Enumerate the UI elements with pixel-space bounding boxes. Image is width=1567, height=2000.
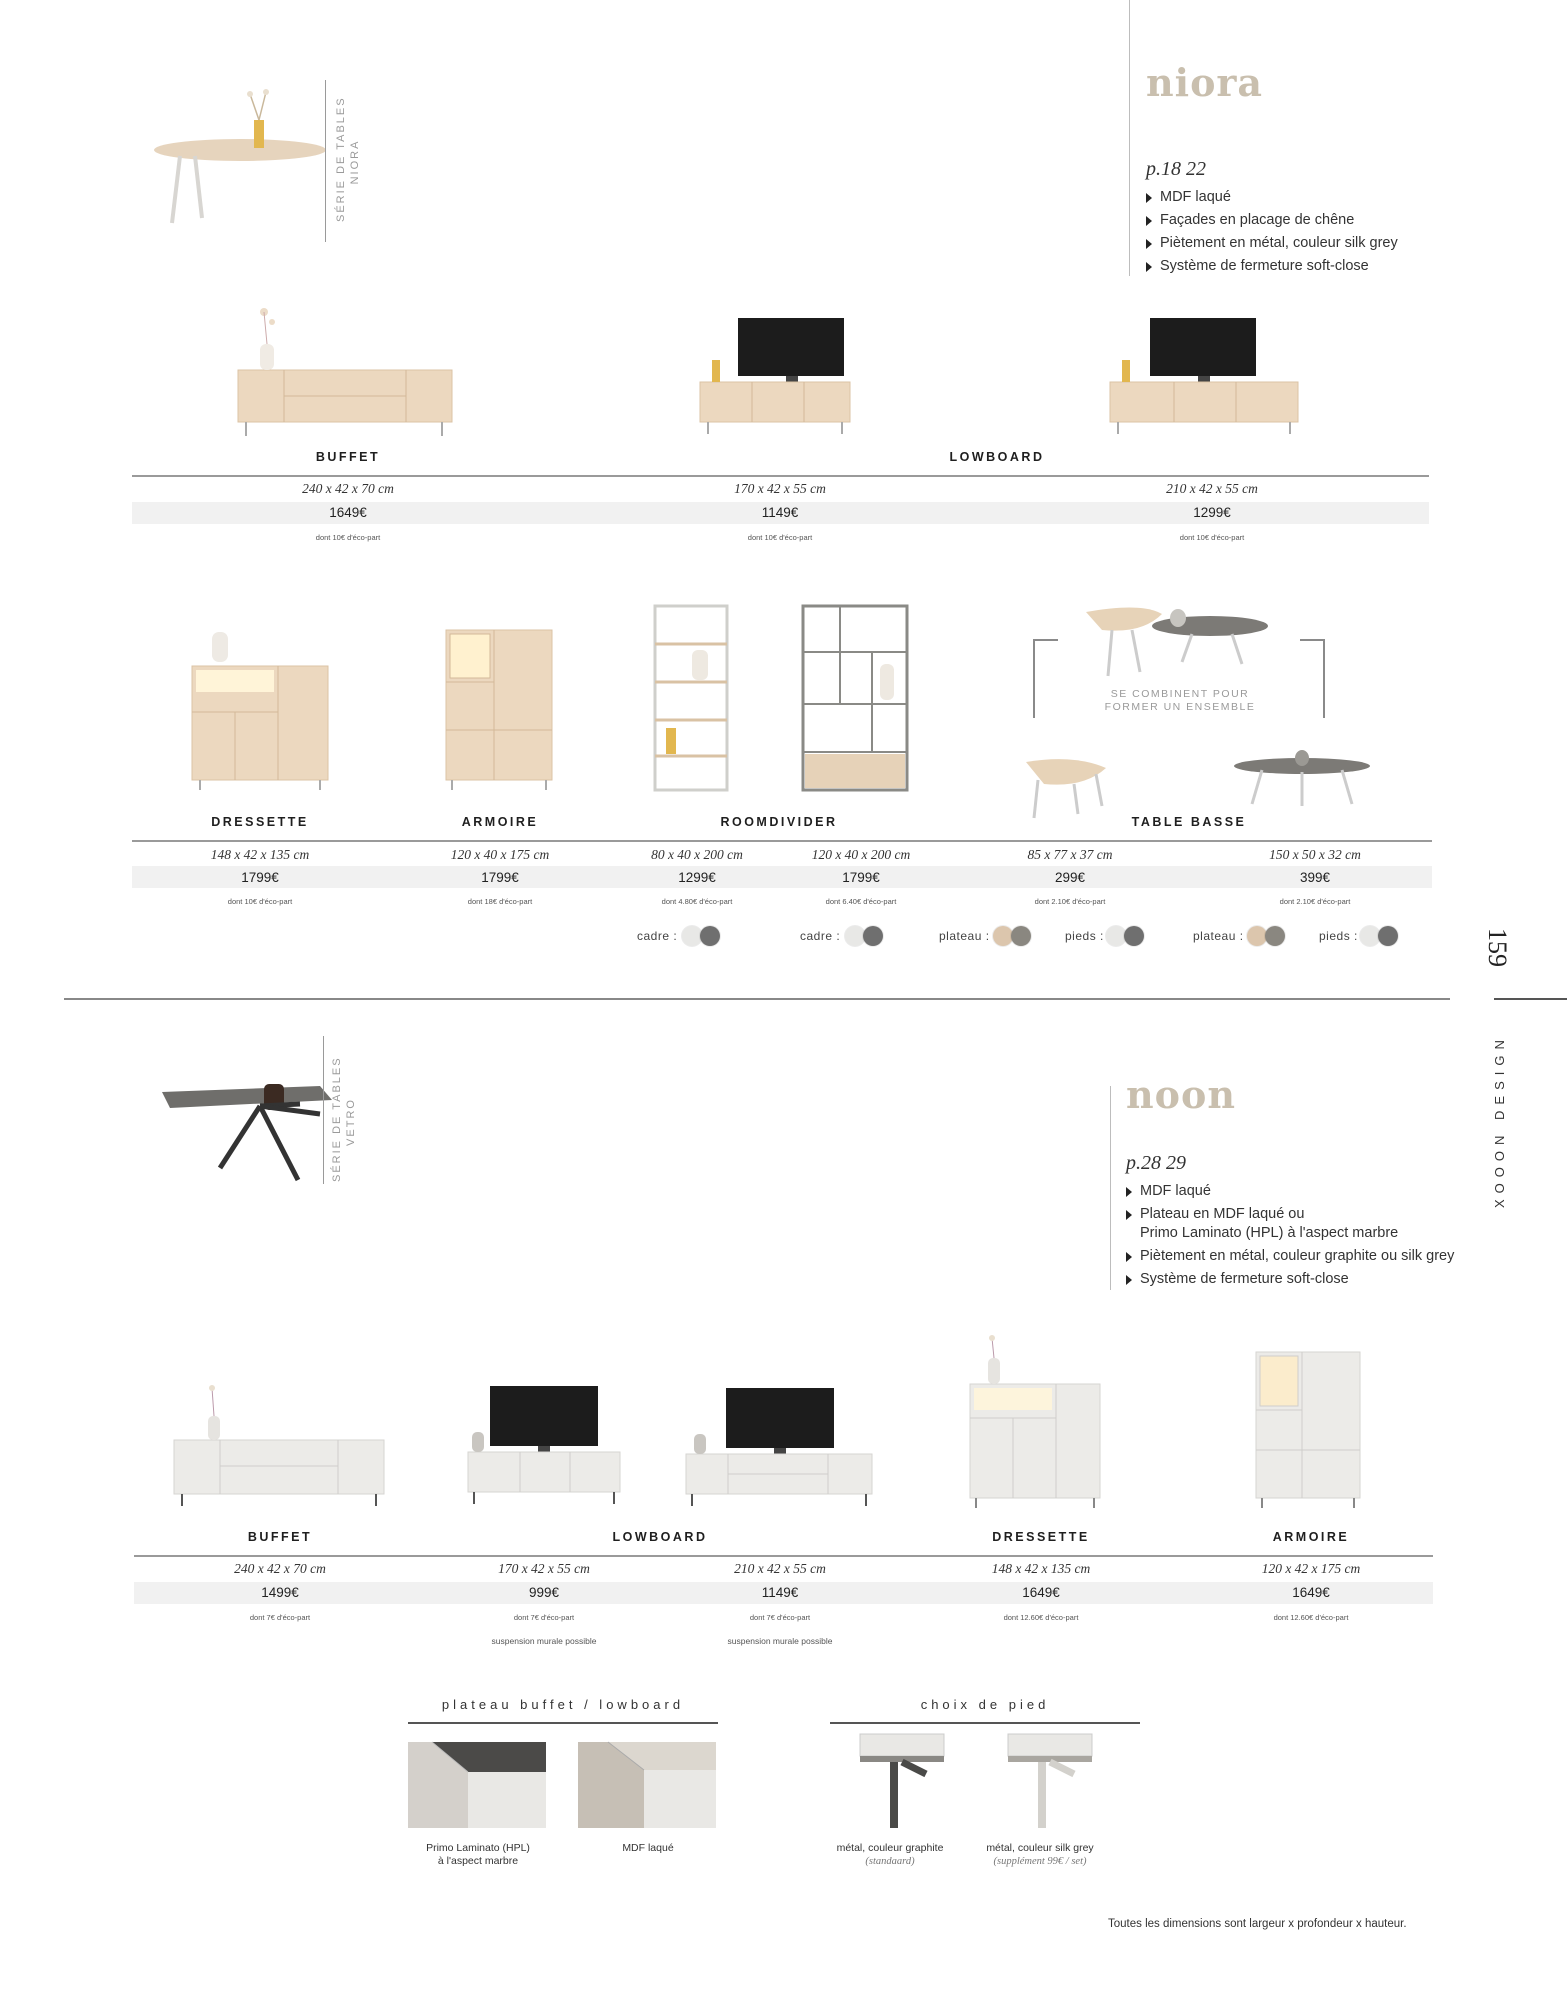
item-eco-part: dont 10€ d'éco-part: [227, 897, 293, 906]
plateau-hpl-image: [408, 1742, 548, 1828]
niora-armoire-image: [442, 626, 558, 792]
item-eco-part: dont 18€ d'éco-part: [467, 897, 533, 906]
swatch-color: [1124, 926, 1144, 946]
swatch-color: [863, 926, 883, 946]
item-eco-part: dont 10€ d'éco-part: [315, 533, 381, 542]
swatch-color: [1360, 926, 1380, 946]
swatch-color: [682, 926, 702, 946]
niora-dressette-image: [188, 624, 338, 792]
category-table-basse: TABLE BASSE: [1131, 815, 1247, 829]
niora-header-rule: [1129, 0, 1130, 276]
item-dimensions: 120 x 42 x 175 cm: [1261, 1561, 1361, 1576]
niora-table-image: [150, 88, 330, 228]
item-price: 1299€: [678, 870, 716, 885]
swatch-color: [1265, 926, 1285, 946]
noon-armoire-image: [1252, 1350, 1364, 1510]
item-dimensions: 170 x 42 x 55 cm: [498, 1561, 590, 1576]
pied-silkgrey-image: [1000, 1732, 1096, 1832]
item-dimensions: 148 x 42 x 135 cm: [210, 847, 310, 862]
footer-note: Toutes les dimensions sont largeur x profondeur x hauteur.: [1108, 1918, 1407, 1930]
item-price: 1499€: [261, 1585, 299, 1600]
noon-buffet-image: [172, 1382, 388, 1512]
feature-item: Façades en placage de chêne: [1146, 209, 1446, 232]
niora-series-rule: [325, 80, 326, 242]
item-eco-part: dont 7€ d'éco-part: [749, 1613, 811, 1622]
pieds-rule: [830, 1722, 1140, 1724]
item-price: 1149€: [761, 1585, 799, 1600]
noon-lowboard-210-image: [684, 1386, 874, 1516]
table-basse-large-image: [1232, 750, 1372, 810]
item-note: suspension murale possible: [727, 1636, 833, 1646]
swatch-label: plateau :: [1193, 929, 1244, 943]
item-price: 1799€: [481, 870, 519, 885]
swatch-label: plateau :: [939, 929, 990, 943]
pieds-title: choix de pied: [920, 1697, 1050, 1712]
item-eco-part: dont 4.80€ d'éco-part: [661, 897, 733, 906]
item-dimensions: 120 x 40 x 175 cm: [450, 847, 550, 862]
item-eco-part: dont 7€ d'éco-part: [249, 1613, 311, 1622]
section-divider: [64, 998, 1450, 1000]
item-price: 999€: [528, 1585, 560, 1600]
feature-item: MDF laqué: [1126, 1180, 1486, 1203]
feature-item: Système de fermeture soft-close: [1146, 255, 1446, 278]
item-price: 1799€: [842, 870, 880, 885]
plateau-hpl-caption: Primo Laminato (HPL) à l'aspect marbre: [426, 1842, 530, 1867]
category-lowboard: LOWBOARD: [612, 1530, 708, 1544]
category-dressette: DRESSETTE: [211, 815, 309, 829]
item-eco-part: dont 10€ d'éco-part: [1179, 533, 1245, 542]
item-dimensions: 240 x 42 x 70 cm: [234, 1561, 326, 1576]
vetro-table-image: [160, 1064, 340, 1194]
niora-features: [1146, 186, 1446, 278]
swatch-color: [1247, 926, 1267, 946]
swatch-color: [845, 926, 865, 946]
item-dimensions: 150 x 50 x 32 cm: [1269, 847, 1361, 862]
brand-vertical: XOOON DESIGN: [1492, 1034, 1507, 1208]
niora-buffet-image: [236, 302, 456, 442]
category-armoire: ARMOIRE: [461, 815, 539, 829]
niora-row2-rule: [132, 840, 1432, 842]
pied-graphite-image: [852, 1732, 948, 1832]
item-dimensions: 210 x 42 x 55 cm: [1166, 481, 1258, 496]
noon-lowboard-170-image: [466, 1384, 626, 1514]
plateau-rule: [408, 1722, 718, 1724]
category-lowboard: LOWBOARD: [949, 450, 1045, 464]
vetro-series-rule: [323, 1036, 324, 1184]
feature-item: Piètement en métal, couleur silk grey: [1146, 232, 1446, 255]
swatch-label: pieds :: [1065, 929, 1104, 943]
item-price: 299€: [1054, 870, 1086, 885]
item-eco-part: dont 12.60€ d'éco-part: [1003, 1613, 1079, 1622]
noon-features: [1126, 1180, 1486, 1291]
plateau-mdf-caption: MDF laqué: [622, 1842, 674, 1854]
table-basse-small-image: [1024, 754, 1110, 820]
category-dressette: DRESSETTE: [992, 1530, 1090, 1544]
page-number: 159: [1483, 928, 1512, 967]
category-buffet: BUFFET: [247, 1530, 313, 1544]
combine-bracket-left: [1032, 638, 1062, 720]
category-buffet: BUFFET: [315, 450, 381, 464]
item-eco-part: dont 2.10€ d'éco-part: [1279, 897, 1351, 906]
item-dimensions: 80 x 40 x 200 cm: [651, 847, 743, 862]
item-eco-part: dont 2.10€ d'éco-part: [1034, 897, 1106, 906]
swatch-label: pieds :: [1319, 929, 1358, 943]
noon-rule: [134, 1555, 1433, 1557]
feature-item: Primo Laminato (HPL) à l'aspect marbre: [1140, 1225, 1399, 1241]
swatch-color: [1378, 926, 1398, 946]
feature-item: MDF laqué: [1146, 186, 1446, 209]
item-note: suspension murale possible: [491, 1636, 597, 1646]
item-eco-part: dont 12.60€ d'éco-part: [1273, 1613, 1349, 1622]
item-dimensions: 148 x 42 x 135 cm: [991, 1561, 1091, 1576]
category-armoire: ARMOIRE: [1272, 1530, 1350, 1544]
swatch-color: [1106, 926, 1126, 946]
item-price: 1649€: [329, 505, 367, 520]
side-divider: [1494, 998, 1567, 1000]
noon-title: noon: [1126, 1072, 1236, 1117]
item-dimensions: 170 x 42 x 55 cm: [734, 481, 826, 496]
swatch-color: [1011, 926, 1031, 946]
swatch-color: [700, 926, 720, 946]
item-price: 1149€: [761, 505, 799, 520]
swatch-label: cadre :: [800, 929, 841, 943]
swatch-label: cadre :: [637, 929, 678, 943]
niora-lowboard-210-image: [1108, 316, 1308, 446]
noon-header-rule: [1110, 1086, 1111, 1290]
item-dimensions: 240 x 42 x 70 cm: [302, 481, 394, 496]
table-basse-combined-image: [1082, 600, 1272, 680]
plateau-title: plateau buffet / lowboard: [441, 1697, 685, 1712]
item-price: 1799€: [241, 870, 279, 885]
item-price: 1649€: [1292, 1585, 1330, 1600]
pied-silkgrey-caption: métal, couleur silk grey (supplément 99€ / set): [986, 1842, 1094, 1867]
item-price: 1649€: [1022, 1585, 1060, 1600]
vetro-series-label: SÉRIE DE TABLES VETRO: [331, 1056, 357, 1182]
niora-roomdivider-120-image: [800, 604, 910, 796]
item-eco-part: dont 7€ d'éco-part: [513, 1613, 575, 1622]
niora-series-label: SÉRIE DE TABLES NIORA: [335, 96, 361, 222]
plateau-mdf-image: [578, 1742, 718, 1828]
combine-caption: SE COMBINENT POUR FORMER UN ENSEMBLE: [1104, 688, 1256, 713]
niora-title: niora: [1146, 60, 1264, 105]
feature-item: Système de fermeture soft-close: [1126, 1268, 1486, 1291]
item-dimensions: 120 x 40 x 200 cm: [811, 847, 911, 862]
item-eco-part: dont 6.40€ d'éco-part: [825, 897, 897, 906]
item-eco-part: dont 10€ d'éco-part: [747, 533, 813, 542]
noon-dressette-image: [966, 1336, 1106, 1512]
item-price: 399€: [1299, 870, 1331, 885]
item-price: 1299€: [1193, 505, 1231, 520]
item-dimensions: 210 x 42 x 55 cm: [734, 1561, 826, 1576]
niora-roomdivider-80-image: [652, 604, 732, 796]
feature-item: Piètement en métal, couleur graphite ou silk grey: [1126, 1245, 1486, 1268]
noon-page-ref: p.28 29: [1126, 1152, 1186, 1174]
swatch-color: [993, 926, 1013, 946]
feature-item: Plateau en MDF laqué ou: [1126, 1203, 1486, 1226]
pied-graphite-caption: métal, couleur graphite (standaard): [836, 1842, 944, 1867]
niora-page-ref: p.18 22: [1146, 158, 1206, 180]
combine-bracket-right: [1298, 638, 1328, 720]
item-dimensions: 85 x 77 x 37 cm: [1027, 847, 1113, 862]
niora-lowboard-170-image: [698, 316, 858, 446]
category-roomdivider: ROOMDIVIDER: [720, 815, 838, 829]
niora-row1-rule: [132, 475, 1429, 477]
